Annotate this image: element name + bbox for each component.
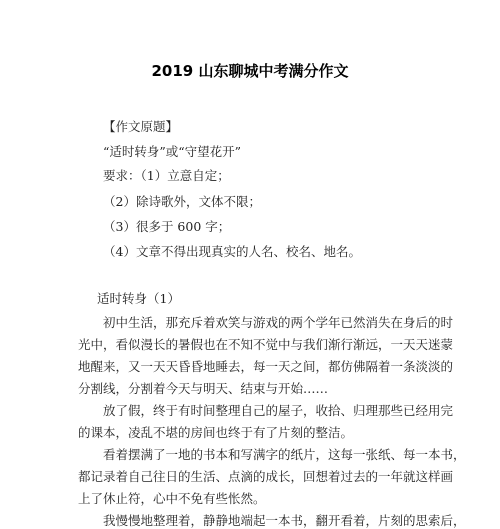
essay-line: 初中生活，那充斥着欢笑与游戏的两个学年已然消失在身后的时 xyxy=(103,315,454,330)
essay-line: 光中，看似漫长的暑假也在不知不觉中与我们渐行渐远，一天天迷蒙 xyxy=(78,337,454,352)
essay-line: 上了休止符，心中不免有些怅然。 xyxy=(78,491,266,506)
essay-line: 看着摆满了一地的书本和写满字的纸片，这每一张纸、每一本书， xyxy=(103,447,466,462)
requirement-line: （4）文章不得出现真实的人名、校名、地名。 xyxy=(103,244,361,259)
document-title: 2019 山东聊城中考满分作文 xyxy=(151,62,349,80)
requirement-line: （2）除诗歌外，文体不限； xyxy=(103,194,261,209)
prompt-header: 【作文原题】 xyxy=(103,119,179,134)
essay-line: 的课本，凌乱不堪的房间也终于有了片刻的整洁。 xyxy=(78,425,354,440)
prompt-topic: “适时转身”或“守望花开” xyxy=(103,144,242,159)
requirement-line: （3）很多于 600 字； xyxy=(103,219,231,234)
essay-title: 适时转身（1） xyxy=(97,291,180,306)
essay-line: 都记录着自己往日的生活、点滴的成长，回想着过去的一年就这样画 xyxy=(78,469,454,484)
essay-line: 放了假，终于有时间整理自己的屋子，收拾、归理那些已经用完 xyxy=(103,403,454,418)
essay-line: 地醒来，又一天天昏昏地睡去，每一天之间，都仿佛隔着一条淡淡的 xyxy=(78,359,454,374)
essay-line: 分割线，分割着今天与明天、结束与开始…… xyxy=(78,381,329,396)
essay-line: 我慢慢地整理着，静静地端起一本书，翻开看着，片刻的思索后， xyxy=(103,513,466,528)
requirement-line: 要求：（1）立意自定； xyxy=(103,168,230,183)
